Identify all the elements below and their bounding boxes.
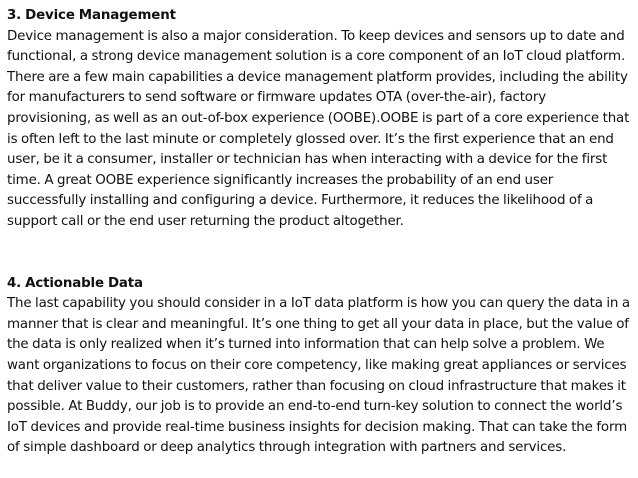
section-spacer [7, 233, 633, 274]
section-actionable-data [7, 274, 633, 459]
section-heading: 4. Actionable Data [7, 275, 143, 291]
section-device-management [7, 6, 633, 233]
section-body: The last capability you should consider in a IoT data platform is how you can query the data in a manner that is clear and meaningful. It’s one thing to get all your data in place, but the value of the data is only realized when it’s turned into information that can help solve a problem. We want organizations to focus on their core competency, like making great appliances or services that deliver value to their customers, rather than focusing on cloud infrastructure that makes it possible. At Buddy, our job is to provide an end-to-end turn-key solution to connect the world’s IoT devices and provide real-time business insights for decision making. That can take the form of simple dashboard or deep analytics through integration with partners and services. [7, 296, 630, 456]
document-page [7, 6, 633, 459]
section-body: Device management is also a major consideration. To keep devices and sensors up to date and functional, a strong device management solution is a core component of an IoT cloud platform. There are a few main capabilities a device management platform provides, including the ability for manufacturers to send software or firmware updates OTA (over-the-air), factory provisioning, as well as an out-of-box experience (OOBE).OOBE is part of a core experience that is often left to the last minute or completely glossed over. It’s the first experience that an end user, be it a consumer, installer or technician has when interacting with a device for the first time. A great OOBE experience significantly increases the probability of an end user successfully installing and configuring a device. Furthermore, it reduces the likelihood of a support call or the end user returning the product altogether. [7, 28, 630, 229]
section-heading: 3. Device Management [7, 8, 176, 23]
